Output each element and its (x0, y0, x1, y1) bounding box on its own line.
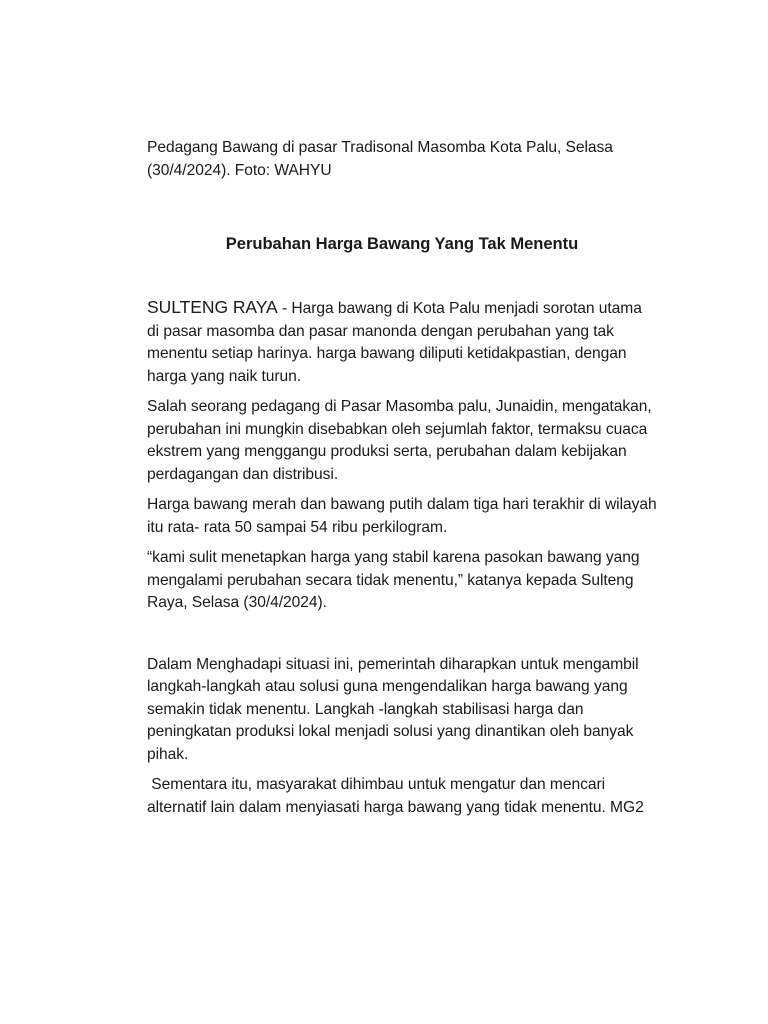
article-headline: Perubahan Harga Bawang Yang Tak Menentu (225, 234, 579, 253)
photo-caption: Pedagang Bawang di pasar Tradisonal Masomba Kota Palu, Selasa (30/4/2024). Foto: WAHYU (147, 139, 613, 179)
lead-text: - Harga bawang di Kota Palu menjadi sorotan utama di pasar masomba dan pasar manonda dengan perubahan yang tak menentu setiap harinya. harga bawang diliputi ketidakpastian, dengan harga yang naik turun. (147, 300, 642, 385)
byline: SULTENG RAYA (147, 297, 278, 317)
paragraph-closing: Sementara itu, masyarakat dihimbau untuk mengatur dan mencari alternatif lain dalam menyiasati harga bawang yang tidak menentu. MG2 (147, 776, 644, 816)
paragraph-government: Dalam Menghadapi situasi ini, pemerintah diharapkan untuk mengambil langkah-langkah atau solusi guna mengendalikan harga bawang yang semakin tidak menentu. Langkah -langkah stabilisasi harga dan peningkatan produksi lokal menjadi solusi yang dinantikan oleh banyak pihak. (147, 655, 639, 763)
article-body (147, 137, 657, 827)
paragraph-source-quote: Salah seorang pedagang di Pasar Masomba palu, Junaidin, mengatakan, perubahan ini mungkin disebabkan oleh sejumlah faktor, termaksu cuaca ekstrem yang menggangu produksi serta, perubahan dalam kebijakan perdagangan dan distribusi. (147, 398, 652, 483)
paragraph-quote: “kami sulit menetapkan harga yang stabil karena pasokan bawang yang mengalami perubahan secara tidak menentu,” katanya kepada Sulteng Raya, Selasa (30/4/2024). (147, 549, 640, 611)
lead-paragraph (147, 296, 657, 388)
paragraph-price: Harga bawang merah dan bawang putih dalam tiga hari terakhir di wilayah itu rata- rata 50 sampai 54 ribu perkilogram. (147, 496, 657, 536)
